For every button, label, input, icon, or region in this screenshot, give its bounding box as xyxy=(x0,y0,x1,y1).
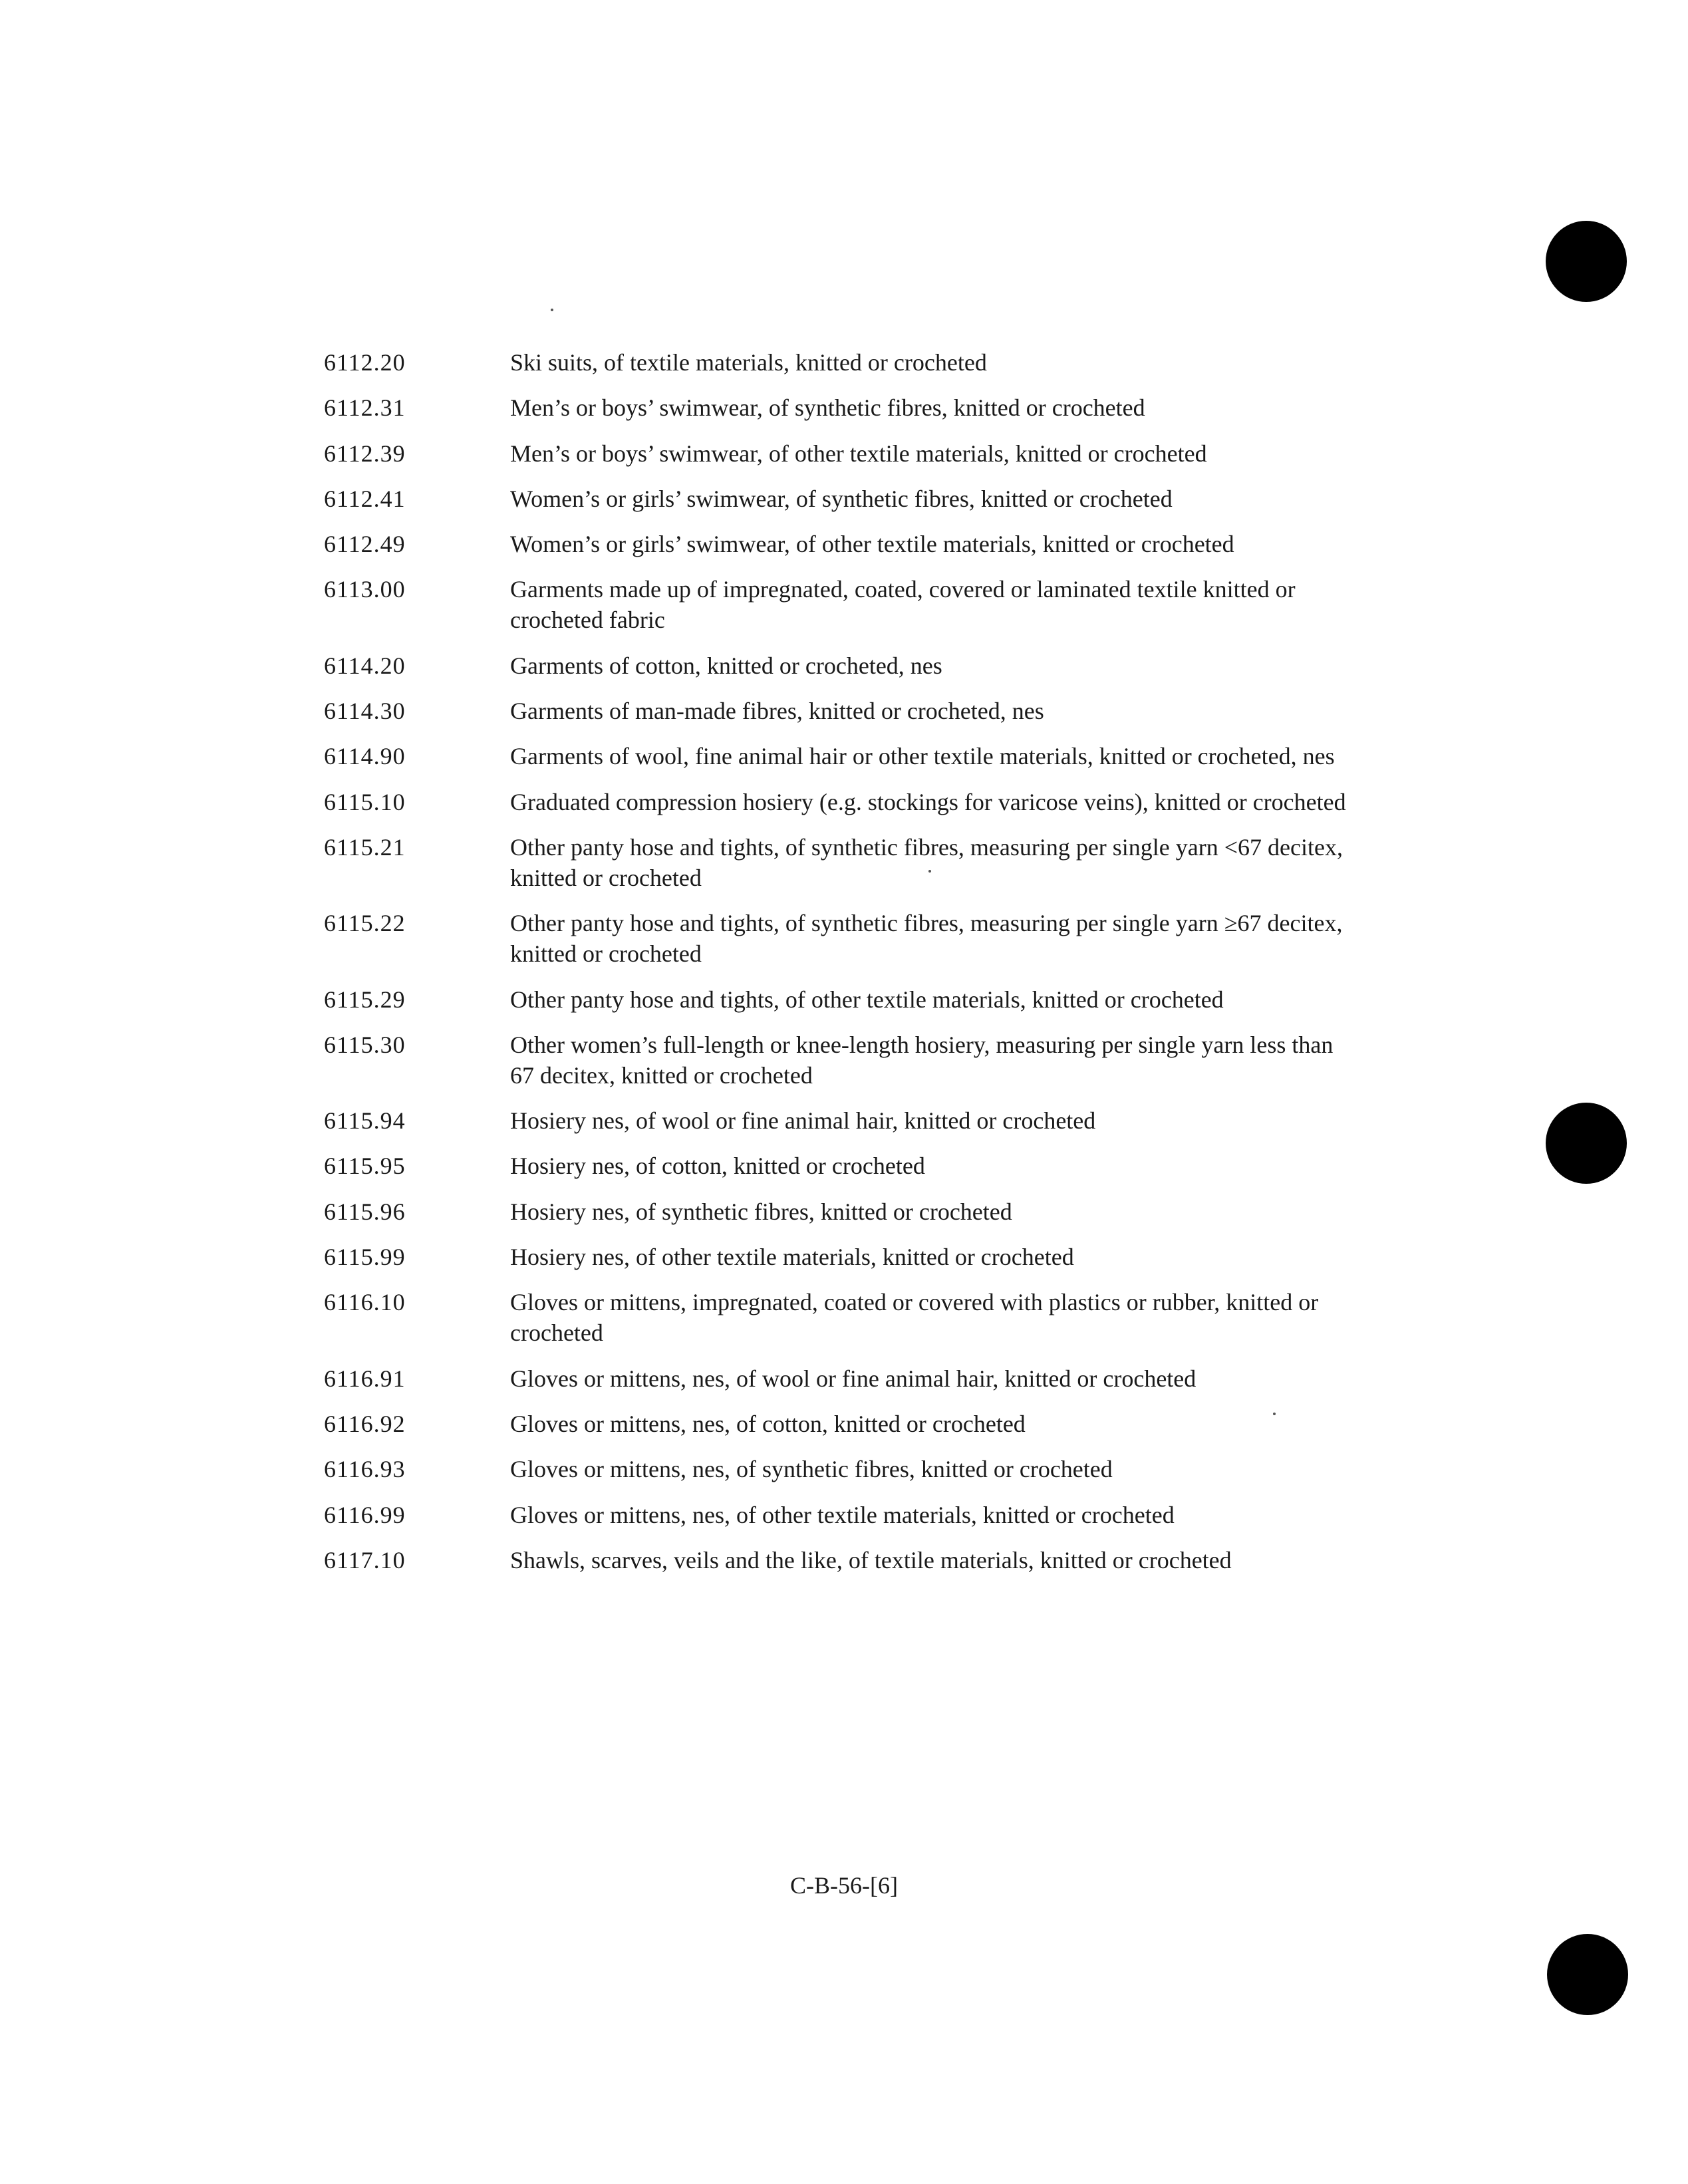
table-row xyxy=(324,650,1361,681)
tariff-code: 6114.20 xyxy=(324,652,406,679)
tariff-code: 6115.99 xyxy=(324,1244,406,1271)
table-row xyxy=(324,787,1361,817)
table-row xyxy=(324,1454,1361,1484)
tariff-description: Other panty hose and tights, of other textile materials, knitted or crocheted xyxy=(510,986,1224,1013)
tariff-description: Garments of man-made fibres, knitted or crocheted, nes xyxy=(510,698,1044,725)
tariff-code: 6113.00 xyxy=(324,576,406,603)
table-row xyxy=(324,984,1361,1015)
tariff-description: Shawls, scarves, veils and the like, of textile materials, knitted or crocheted xyxy=(510,1546,1232,1573)
page-number: C-B-56-[6] xyxy=(790,1872,898,1899)
tariff-description: Other panty hose and tights, of synthetic fibres, measuring per single yarn <67 decitex, knitted or crocheted xyxy=(510,833,1343,891)
table-row xyxy=(324,696,1361,726)
tariff-code: 6116.10 xyxy=(324,1289,406,1316)
tariff-code: 6112.39 xyxy=(324,440,406,467)
tariff-description: Men’s or boys’ swimwear, of other textile materials, knitted or crocheted xyxy=(510,440,1207,467)
table-row xyxy=(324,1242,1361,1272)
tariff-code: 6112.41 xyxy=(324,485,406,512)
tariff-description: Garments of wool, fine animal hair or other textile materials, knitted or crocheted, nes xyxy=(510,743,1335,770)
tariff-code: 6115.30 xyxy=(324,1031,406,1058)
tariff-description: Hosiery nes, of cotton, knitted or crocheted xyxy=(510,1153,925,1180)
tariff-code: 6115.94 xyxy=(324,1107,406,1135)
table-row xyxy=(324,1029,1361,1091)
tariff-code: 6115.10 xyxy=(324,788,406,815)
tariff-description: Other panty hose and tights, of synthetic fibres, measuring per single yarn ≥67 decitex, knitted or crocheted xyxy=(510,910,1343,968)
tariff-code: 6115.95 xyxy=(324,1153,406,1180)
tariff-code: 6114.90 xyxy=(324,743,406,770)
tariff-description: Gloves or mittens, nes, of other textile materials, knitted or crocheted xyxy=(510,1501,1175,1528)
tariff-description: Gloves or mittens, nes, of cotton, knitted or crocheted xyxy=(510,1410,1026,1437)
tariff-code: 6117.10 xyxy=(324,1546,406,1573)
table-row xyxy=(324,1287,1361,1348)
tariff-code: 6115.29 xyxy=(324,986,406,1013)
tariff-description: Men’s or boys’ swimwear, of synthetic fibres, knitted or crocheted xyxy=(510,394,1145,422)
tariff-code: 6112.20 xyxy=(324,349,406,376)
tariff-code: 6116.99 xyxy=(324,1501,406,1528)
table-row xyxy=(324,1409,1361,1439)
tariff-code: 6112.49 xyxy=(324,531,406,558)
tariff-description: Garments of cotton, knitted or crocheted, nes xyxy=(510,652,942,679)
table-row xyxy=(324,574,1361,635)
punch-hole-bottom xyxy=(1547,1934,1628,2015)
tariff-code-list xyxy=(324,347,1361,1590)
tariff-description: Women’s or girls’ swimwear, of synthetic fibres, knitted or crocheted xyxy=(510,485,1173,512)
table-row xyxy=(324,1363,1361,1394)
tariff-code: 6115.21 xyxy=(324,833,406,861)
tariff-description: Gloves or mittens, nes, of wool or fine animal hair, knitted or crocheted xyxy=(510,1365,1196,1392)
table-row xyxy=(324,483,1361,514)
tariff-code: 6115.96 xyxy=(324,1198,406,1225)
tariff-description: Women’s or girls’ swimwear, of other textile materials, knitted or crocheted xyxy=(510,531,1234,558)
table-row xyxy=(324,438,1361,469)
punch-hole-middle xyxy=(1546,1103,1627,1184)
tariff-description: Graduated compression hosiery (e.g. stockings for varicose veins), knitted or crocheted xyxy=(510,788,1346,815)
table-row xyxy=(324,1500,1361,1530)
tariff-description: Gloves or mittens, nes, of synthetic fibres, knitted or crocheted xyxy=(510,1456,1113,1483)
tariff-description: Hosiery nes, of wool or fine animal hair, knitted or crocheted xyxy=(510,1107,1096,1135)
tariff-code: 6114.30 xyxy=(324,698,406,725)
table-row xyxy=(324,832,1361,893)
table-row xyxy=(324,908,1361,969)
tariff-description: Other women’s full-length or knee-length hosiery, measuring per single yarn less than 67 decitex, knitted or crocheted xyxy=(510,1031,1334,1089)
tariff-description: Garments made up of impregnated, coated, covered or laminated textile knitted or crocheted fabric xyxy=(510,576,1296,634)
tariff-code: 6116.91 xyxy=(324,1365,406,1392)
table-row xyxy=(324,529,1361,559)
tariff-description: Gloves or mittens, impregnated, coated or covered with plastics or rubber, knitted or crocheted xyxy=(510,1289,1319,1347)
tariff-description: Ski suits, of textile materials, knitted or crocheted xyxy=(510,349,987,376)
tariff-description: Hosiery nes, of synthetic fibres, knitted or crocheted xyxy=(510,1198,1012,1225)
tariff-code: 6116.93 xyxy=(324,1456,406,1483)
punch-hole-top xyxy=(1546,221,1627,302)
table-row xyxy=(324,1545,1361,1575)
tariff-code: 6115.22 xyxy=(324,910,406,937)
table-row xyxy=(324,347,1361,378)
table-row xyxy=(324,1196,1361,1227)
table-row xyxy=(324,1105,1361,1136)
tariff-code: 6112.31 xyxy=(324,394,406,422)
table-row xyxy=(324,741,1361,771)
scan-speck xyxy=(551,309,553,311)
table-row xyxy=(324,392,1361,423)
table-row xyxy=(324,1151,1361,1181)
tariff-description: Hosiery nes, of other textile materials, knitted or crocheted xyxy=(510,1244,1074,1271)
tariff-code: 6116.92 xyxy=(324,1410,406,1437)
